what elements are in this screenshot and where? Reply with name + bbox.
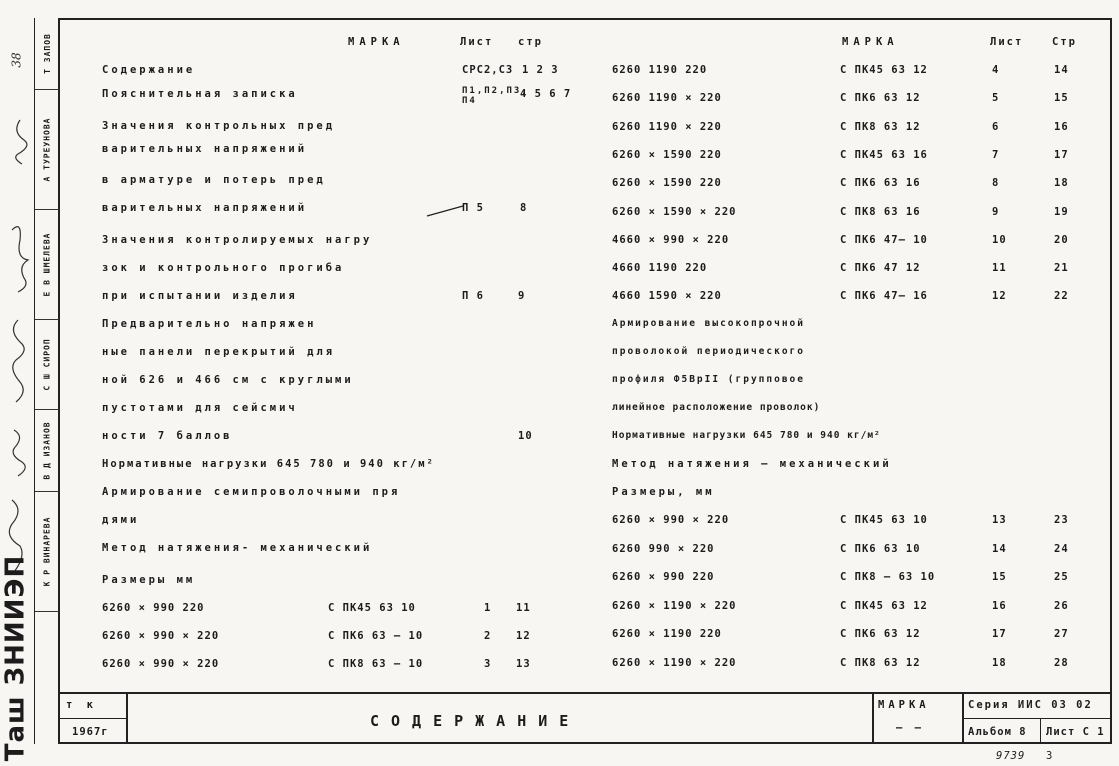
left-entry-list: П1,П2,П3, П4 xyxy=(462,86,529,106)
right-entry: Нормативные нагрузки 645 780 и 940 кг/м² xyxy=(612,430,881,441)
left-row-size: 6260 × 990 × 220 xyxy=(102,630,220,642)
role-label: А ТУРЕУНОВА xyxy=(42,117,52,182)
right-row-str: 17 xyxy=(1054,148,1069,161)
role-label: В Д ИЗАНОВ xyxy=(42,421,52,480)
right-row-mark: С ПК6 47– 10 xyxy=(840,233,928,246)
organization-stamp: Таш ЗНИИЭП xyxy=(0,554,31,762)
handwritten-signatures xyxy=(2,110,34,580)
right-row-str: 26 xyxy=(1054,599,1069,612)
left-row-mark: С ПК6 63 – 10 xyxy=(328,630,424,642)
right-row-mark: С ПК6 63 12 xyxy=(840,92,921,105)
series-label: Серия ИИС 03 02 xyxy=(968,699,1093,711)
left-entry: Пояснительная записка xyxy=(102,88,298,100)
left-entry-str: 4 5 6 7 xyxy=(520,88,572,100)
right-row-str: 19 xyxy=(1054,205,1069,218)
left-entry: Содержание xyxy=(102,64,196,76)
left-entry: зок и контрольного прогиба xyxy=(102,262,345,274)
left-entry: Предварительно напряжен xyxy=(102,318,317,330)
right-row-mark: С ПК6 47– 16 xyxy=(840,290,928,303)
left-entry: Нормативные нагрузки 645 780 и 940 кг/м² xyxy=(102,458,435,470)
year-label: 1967г xyxy=(72,726,109,738)
footer-code: 9739 xyxy=(996,750,1026,762)
right-entry: Метод натяжения – механический xyxy=(612,458,892,470)
signature-strip xyxy=(34,18,58,744)
right-row-str: 21 xyxy=(1054,262,1069,275)
left-entry: дями xyxy=(102,514,140,526)
right-row-mark: С ПК6 63 10 xyxy=(840,542,921,555)
title-block-divider xyxy=(962,718,1112,719)
right-entry: Армирование высокопрочной xyxy=(612,318,805,329)
left-row-str: 12 xyxy=(516,630,531,642)
right-row-size: 4660 1590 × 220 xyxy=(612,290,722,303)
left-entry: варительных напряжений xyxy=(102,202,308,214)
right-row-list: 11 xyxy=(992,262,1007,275)
right-row-list: 5 xyxy=(992,92,1000,105)
role-cell xyxy=(35,320,59,410)
right-row-str: 16 xyxy=(1054,120,1069,133)
left-entry: при испытании изделия xyxy=(102,290,298,302)
right-row-size: 4660 1190 220 xyxy=(612,262,708,275)
right-row-size: 6260 1190 × 220 xyxy=(612,92,722,105)
right-row-str: 23 xyxy=(1054,514,1069,526)
right-row-str: 15 xyxy=(1054,92,1069,105)
sheet-label: Лист С 1 xyxy=(1046,726,1105,738)
left-entry: ные панели перекрытий для xyxy=(102,346,336,358)
left-entry: Значения контрольных пред xyxy=(102,120,336,132)
right-row-size: 6260 × 990 × 220 xyxy=(612,514,730,526)
tk-label: т к xyxy=(66,699,97,711)
right-row-mark: С ПК8 – 63 10 xyxy=(840,571,936,583)
right-header-marka: МАРКА xyxy=(842,36,899,48)
right-row-str: 20 xyxy=(1054,233,1069,246)
role-cell xyxy=(35,210,59,320)
right-row-list: 16 xyxy=(992,599,1007,612)
right-row-mark: С ПК8 63 12 xyxy=(840,656,921,669)
right-row-str: 18 xyxy=(1054,177,1069,190)
right-row-size: 6260 × 1590 × 220 xyxy=(612,205,737,218)
left-entry: пустотами для сейсмич xyxy=(102,402,298,414)
role-cell xyxy=(35,410,59,492)
right-row-str: 25 xyxy=(1054,571,1069,583)
left-row-size: 6260 × 990 220 xyxy=(102,602,205,614)
title-marka-label: МАРКА xyxy=(878,699,930,711)
right-row-list: 18 xyxy=(992,656,1007,669)
left-entry: ной 626 и 466 см с круглыми xyxy=(102,374,354,386)
role-cell xyxy=(35,492,59,612)
right-row-size: 6260 × 1590 220 xyxy=(612,177,722,190)
left-row-size: 6260 × 990 × 220 xyxy=(102,658,220,670)
right-row-size: 6260 × 1190 × 220 xyxy=(612,656,737,669)
left-entry: Значения контролируемых нагру xyxy=(102,234,373,246)
title-block-divider xyxy=(58,718,126,719)
right-row-str: 14 xyxy=(1054,64,1069,76)
right-row-mark: С ПК45 63 12 xyxy=(840,64,928,76)
left-row-list: 2 xyxy=(484,630,492,642)
right-row-mark: С ПК45 63 16 xyxy=(840,148,928,161)
left-entry: Метод натяжения- механический xyxy=(102,542,373,554)
role-cell xyxy=(35,90,59,210)
left-entry: Армирование семипроволочными пря xyxy=(102,486,401,498)
right-row-str: 27 xyxy=(1054,628,1069,640)
title-block-top-line xyxy=(58,692,1112,694)
title-block-divider xyxy=(126,692,128,744)
right-header-str: Стр xyxy=(1052,36,1077,48)
right-row-str: 24 xyxy=(1054,542,1069,555)
left-row-list: 1 xyxy=(484,602,492,614)
right-row-list: 4 xyxy=(992,64,1000,76)
left-entry: в арматуре и потерь пред xyxy=(102,174,326,186)
footer-page: 3 xyxy=(1046,750,1054,762)
right-row-list: 7 xyxy=(992,148,1000,161)
right-row-list: 12 xyxy=(992,290,1007,303)
left-entry: варительных напряжений xyxy=(102,143,308,155)
right-row-size: 6260 × 990 220 xyxy=(612,571,715,583)
right-row-str: 22 xyxy=(1054,290,1069,303)
right-row-size: 6260 1190 × 220 xyxy=(612,120,722,133)
left-row-list: 3 xyxy=(484,658,492,670)
right-entry: линейное расположение проволок) xyxy=(612,402,821,413)
right-row-size: 6260 1190 220 xyxy=(612,64,708,76)
handwritten-stroke xyxy=(425,204,465,218)
role-label: К Р ВИНАРЕВА xyxy=(42,516,52,587)
right-entry: профиля Ф5ВрII (групповое xyxy=(612,374,805,385)
left-header-list: Лист xyxy=(460,36,494,48)
right-row-list: 9 xyxy=(992,205,1000,218)
left-entry: Размеры мм xyxy=(102,574,196,586)
right-row-list: 13 xyxy=(992,514,1007,526)
role-label: Т ЗАПОВ xyxy=(42,33,52,74)
right-row-str: 28 xyxy=(1054,656,1069,669)
right-row-size: 6260 990 × 220 xyxy=(612,542,715,555)
right-row-list: 15 xyxy=(992,571,1007,583)
left-entry-list: СРС2,СЗ xyxy=(462,64,514,76)
title-block-divider xyxy=(872,692,874,744)
left-entry-str: 9 xyxy=(518,290,526,302)
right-row-list: 17 xyxy=(992,628,1007,640)
right-row-mark: С ПК6 63 16 xyxy=(840,177,921,190)
right-row-mark: С ПК45 63 10 xyxy=(840,514,928,526)
right-row-size: 4660 × 990 × 220 xyxy=(612,233,730,246)
document-title: СОДЕРЖАНИЕ xyxy=(370,712,581,730)
left-row-str: 11 xyxy=(516,602,531,614)
right-row-list: 8 xyxy=(992,177,1000,190)
left-header-marka: МАРКА xyxy=(348,36,405,48)
role-cell xyxy=(35,18,59,90)
left-header-str: стр xyxy=(518,36,543,48)
right-row-mark: С ПК8 63 16 xyxy=(840,205,921,218)
title-block-divider xyxy=(1040,718,1041,744)
right-row-mark: С ПК8 63 12 xyxy=(840,120,921,133)
left-entry-str: 1 2 3 xyxy=(522,64,559,76)
right-row-mark: С ПК6 63 12 xyxy=(840,628,921,640)
left-row-str: 13 xyxy=(516,658,531,670)
title-marka-value: — — xyxy=(896,722,924,734)
right-row-size: 6260 × 1190 × 220 xyxy=(612,599,737,612)
right-row-list: 10 xyxy=(992,233,1007,246)
signature-digits: 38 xyxy=(10,52,24,68)
right-row-mark: С ПК6 47 12 xyxy=(840,262,921,275)
left-entry-list: П 6 xyxy=(462,290,484,302)
role-label: Е В ШМЕЛЕВА xyxy=(42,232,52,297)
right-row-size: 6260 × 1590 220 xyxy=(612,148,722,161)
left-entry-str: 10 xyxy=(518,430,533,442)
album-label: Альбом 8 xyxy=(968,726,1027,738)
right-entry: проволокой периодического xyxy=(612,346,805,357)
left-row-mark: С ПК45 63 10 xyxy=(328,602,416,614)
right-row-list: 6 xyxy=(992,120,1000,133)
role-label: С Ш СИРОП xyxy=(42,338,52,391)
right-row-list: 14 xyxy=(992,542,1007,555)
right-row-size: 6260 × 1190 220 xyxy=(612,628,722,640)
right-row-mark: С ПК45 63 12 xyxy=(840,599,928,612)
left-entry-str: 8 xyxy=(520,202,528,214)
left-row-mark: С ПК8 63 – 10 xyxy=(328,658,424,670)
left-entry-list: П 5 xyxy=(462,202,484,214)
right-header-list: Лист xyxy=(990,36,1024,48)
left-entry: ности 7 баллов xyxy=(102,430,233,442)
right-entry: Размеры, мм xyxy=(612,486,715,498)
